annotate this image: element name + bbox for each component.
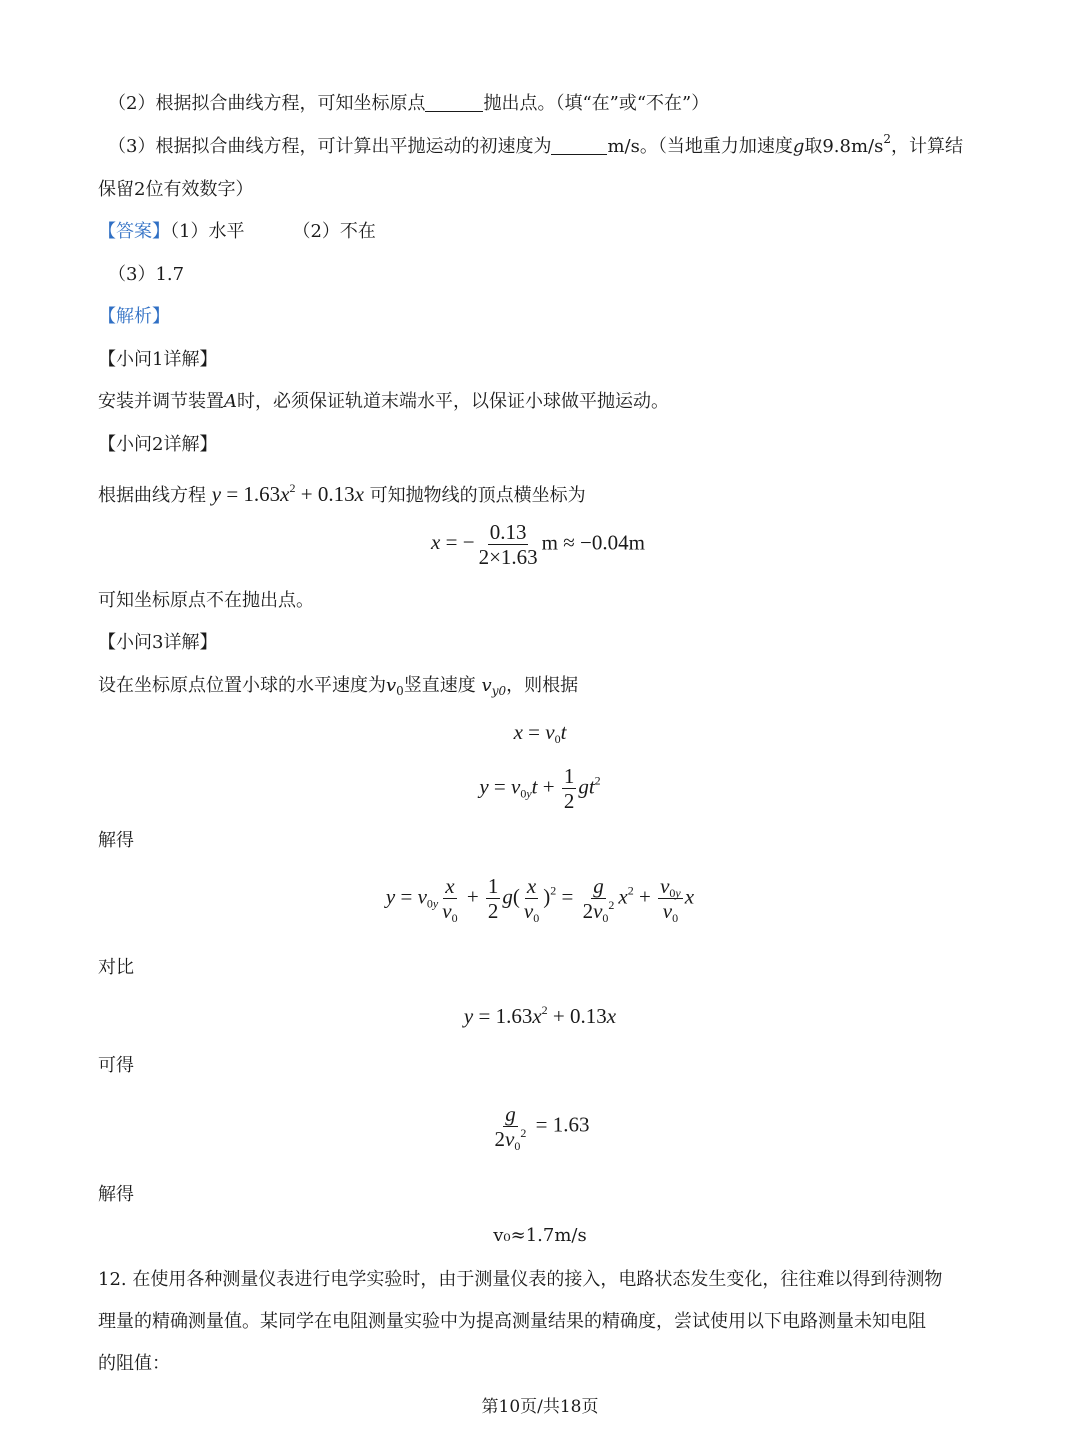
sub3-title: 【小问3详解】 xyxy=(98,632,218,653)
coefficient-equation: $\frac{g}{2v_0^2}$ = 1.63 xyxy=(494,1102,590,1153)
sub2-conclusion: 可知坐标原点不在抛出点。 xyxy=(98,590,314,611)
solve-label: 解得 xyxy=(98,830,134,851)
vertex-equation: x = − $\frac{0.13}{2\times 1.63}$ m ≈ −0.04m xyxy=(431,520,645,569)
obtain-label: 可得 xyxy=(98,1055,134,1076)
solve-label-2: 解得 xyxy=(98,1184,134,1205)
question-3-line-2: 保留2位有效数字） xyxy=(98,179,254,200)
analysis-label: 【解析】 xyxy=(98,306,170,327)
vertex-fraction: $\frac{0.13}{2\times 1.63}$ xyxy=(478,520,538,569)
compare-label: 对比 xyxy=(98,957,134,978)
question-12-line-1: 12. 在使用各种测量仪表进行电学实验时，由于测量仪表的接入，电路状态发生变化，往往难以得到待测物 xyxy=(98,1269,943,1290)
curve-equation: $y = 1.63x^2 + 0.13x$ xyxy=(211,481,364,506)
page-footer: 第10页/共18页 xyxy=(481,1397,599,1417)
question-12-line-2: 理量的精确测量值。某同学在电阻测量实验中为提高测量结果的精确度，尝试使用以下电路测量未知电阻 xyxy=(98,1311,926,1332)
answer-blank xyxy=(551,136,607,155)
sub1-title: 【小问1详解】 xyxy=(98,349,218,370)
question-3-line: （3）根据拟合曲线方程，可计算出平抛运动的初速度为 m/s。（当地重力加速度g取$9.8m/s^2$，计算结 xyxy=(108,132,963,157)
fit-equation: $y = 1.63x^2 + 0.13x$ xyxy=(463,1003,617,1028)
answer-line: 【答案】（1）水平 （2）不在 xyxy=(98,221,376,242)
answer-line-3: （3）1.7 xyxy=(108,264,185,285)
sub3-text: 设在坐标原点位置小球的水平速度为$v_0$竖直速度 $v_{y0}$，则根据 xyxy=(98,675,579,698)
sub1-text: 安装并调节装置A时，必须保证轨道末端水平，以保证小球做平抛运动。 xyxy=(98,391,669,412)
question-12-line-3: 的阻值： xyxy=(98,1353,170,1374)
answer-blank xyxy=(425,93,483,112)
equation-y: $y = v_{0y}t$ + $\frac{1}{2}$ $gt^2$ xyxy=(479,764,601,813)
question-2-line: （2）根据拟合曲线方程，可知坐标原点 抛出点。（填“在”或“不在”） xyxy=(108,93,710,114)
answer-label: 【答案】 xyxy=(98,221,170,242)
sub2-title: 【小问2详解】 xyxy=(98,434,218,455)
sub2-text: 根据曲线方程 $y = 1.63x^2 + 0.13x$ 可知抛物线的顶点横坐标为 xyxy=(98,481,586,506)
substituted-equation: $y = v_{0y}$ $\frac{x}{v_0}$ + $\frac{1}{2}$ g( $\frac{x}{v_0}$ )$^2$ = $\frac{g}{2v_0^2}$ $x^2$ + $\frac{v_{0y}}{v_0}$ x xyxy=(385,874,695,925)
equation-x: $x = v_0t$ xyxy=(513,720,567,746)
final-result: v₀≈1.7m/s xyxy=(493,1225,587,1246)
